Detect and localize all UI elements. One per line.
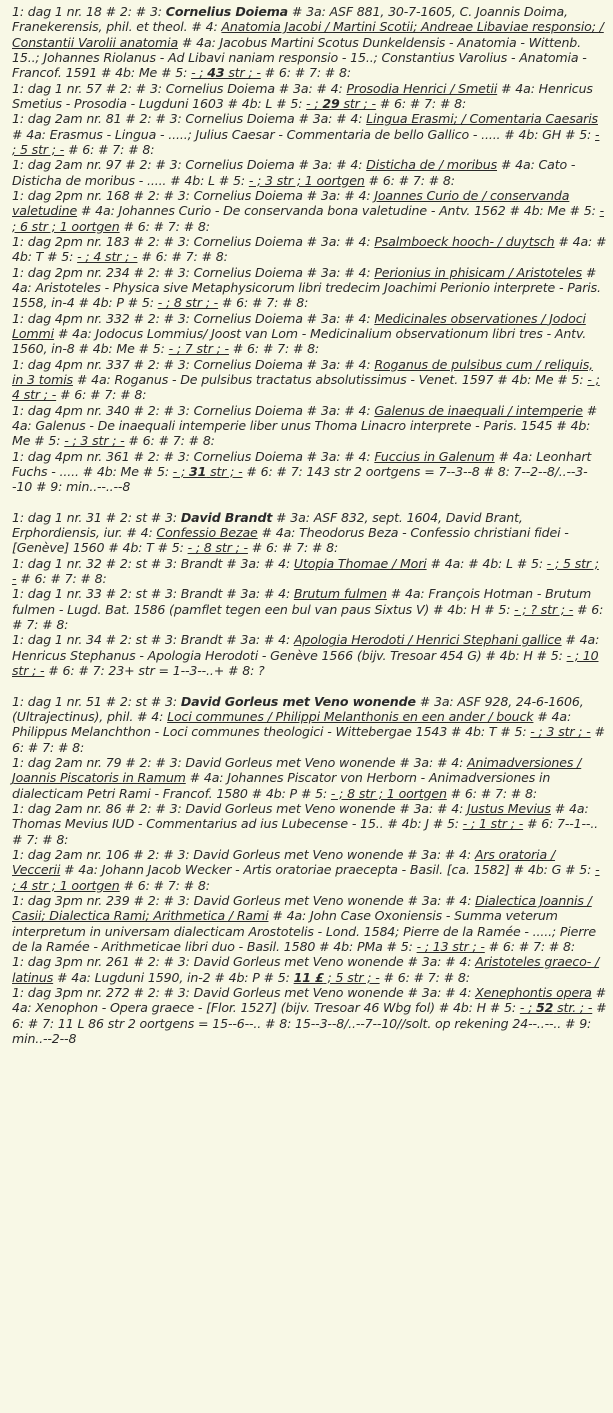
underlined-title: - ; 7 str ; - — [168, 341, 229, 357]
record-entry — [12, 954, 607, 985]
underlined-title: 43 — [207, 65, 225, 81]
record-entry — [12, 188, 607, 234]
underlined-title: - ; 8 str ; - — [187, 540, 248, 556]
record-text: # 4a: Henricus Stephanus - Apologia Herodoti - Genève 1566 (bijv. Tresoar 454 G) # 4b: H # 5: — [12, 632, 600, 663]
record-text: # 6: # 7: # 8: — [119, 218, 210, 234]
underlined-title: Lingua Erasmi; / Comentaria Caesaris — [366, 111, 598, 127]
record-text: # 4a: Jacobus Martini Scotus Dunkeldensis - Anatomia - Wittenb. 15..; Johannes Riolanus - Ad Libavi naniam responsio - 15..; Constantius Varolius - Anatomia - Francof. 1591 # 4b: Me # 5: — [12, 34, 587, 81]
record-text: 1: dag 2am nr. 106 # 2: # 3: David Gorleus met Veno wonende # 3a: # 4: — [12, 847, 475, 863]
record-entry — [12, 586, 607, 632]
record-text: # 6: # 7: # 8: — [375, 95, 467, 111]
underlined-title: 52 — [536, 1000, 554, 1016]
underlined-title: Roganus de pulsibus cum / reliquis, in 3 tomis — [12, 356, 593, 387]
record-text: 1: dag 2am nr. 97 # 2: # 3: Cornelius Doiema # 3a: # 4: — [12, 157, 367, 173]
underlined-title: - ; 5 str ; - — [12, 126, 600, 157]
record-text: # 4a: Henricus Smetius - Prosodia - Lugduni 1603 # 4b: L # 5: — [12, 80, 593, 111]
underlined-title: - ; 6 str ; 1 oortgen — [12, 203, 604, 234]
record-entry — [12, 556, 607, 587]
underlined-title: Galenus de inaequali / intemperie — [374, 402, 583, 418]
record-entry — [12, 632, 607, 678]
record-text: # 6: # 7: # 8: — [446, 785, 537, 801]
owner-name: David Brandt — [180, 509, 273, 525]
record-text: # 6: # 7: # 8: — [260, 65, 351, 81]
underlined-title: - ; 4 str ; - — [77, 249, 138, 265]
record-text: # 4a: Johannes Curio - De conservanda bona valetudine - Antv. 1562 # 4b: Me # 5: — [77, 203, 600, 219]
record-text: 1: dag 1 nr. 34 # 2: st # 3: Brandt # 3a: # 4: — [12, 632, 294, 648]
record-entry — [12, 234, 607, 265]
record-text: # 4a: Thomas Mevius IUD - Commentarius ad ius Lubecense - 15.. # 4b: J # 5: — [12, 801, 589, 832]
record-entry — [12, 801, 607, 847]
underlined-title: Aristoteles graeco- / latinus — [12, 954, 600, 985]
underlined-title: Brutum fulmen — [293, 586, 387, 602]
underlined-title: Justus Mevius — [467, 801, 551, 817]
record-text: # 4a: François Hotman - Brutum fulmen - Lugd. Bat. 1586 (pamflet tegen een bul van paus Sixtus V) # 4b: H # 5: — [12, 586, 592, 617]
record-text: # 6: # 7: # 8: — [247, 540, 339, 556]
record-text: 1: dag 2am nr. 79 # 2: # 3: David Gorleus met Veno wonende # 3a: # 4: — [12, 755, 468, 771]
underlined-title: 11 £ — [293, 969, 324, 985]
record-text: # 4a: Aristoteles - Physica sive Metaphysicorum libri tredecim Joachimi Perionio interprete - Paris. 1558, in-4 # 4b: P # 5: — [12, 264, 601, 311]
record-text: 1: dag 4pm nr. 332 # 2: # 3: Cornelius Doiema # 3a: # 4: — [12, 310, 375, 326]
record-text: # 6: # 7: # 8: — [16, 571, 107, 587]
record-entry — [12, 357, 607, 403]
record-entry — [12, 694, 607, 755]
underlined-title: - ; — [306, 95, 323, 111]
underlined-title: - ; 10 str ; - — [12, 647, 599, 679]
record-text: # 4a: # 4b: L # 5: — [426, 555, 547, 571]
record-text: # 6: # 7: # 8: — [12, 724, 605, 755]
underlined-title: str ; - — [206, 463, 243, 479]
section-gap — [12, 678, 607, 693]
record-entry — [12, 4, 607, 81]
record-text: # 4a: Galenus - De inaequali intemperie liber unus Thoma Linacro interprete - Paris. 1545 # 4b: Me # 5: — [12, 402, 598, 449]
underlined-title: - ; — [172, 463, 189, 479]
underlined-title: - ; 8 str ; - — [157, 295, 219, 311]
owner-name: David Gorleus met Veno wonende — [180, 693, 416, 709]
record-text: # 4a: Lugduni 1590, in-2 # 4b: P # 5: — [53, 969, 294, 985]
underlined-title: - ; 8 str ; 1 oortgen — [330, 785, 447, 801]
underlined-title: - ; — [191, 65, 208, 81]
record-text: # 4a: Theodorus Beza - Confessio christiani fidei - [Genève] 1560 # 4b: T # 5: — [12, 525, 569, 556]
record-entry — [12, 893, 607, 954]
record-text: 1: dag 2pm nr. 168 # 2: # 3: Cornelius Doiema # 3a: # 4: — [12, 187, 375, 203]
underlined-title: - ; ? str ; - — [514, 601, 574, 617]
record-text: 1: dag 4pm nr. 337 # 2: # 3: Cornelius Doiema # 3a: # 4: — [12, 356, 375, 372]
record-text: # 6: # 7: 11 L 86 str 2 oortgens = 15--6--.. # 8: 15--3--8/..--7--10//solt. op rekening 24--..--.. # 9: min..--2--8 — [12, 1000, 607, 1046]
record-text: 1: dag 3pm nr. 239 # 2: # 3: David Gorleus met Veno wonende # 3a: # 4: — [12, 893, 476, 909]
record-text: # 4a: Leonhart Fuchs - ..... # 4b: Me # 5: — [12, 448, 592, 479]
record-text: 1: dag 2am nr. 86 # 2: # 3: David Gorleus met Veno wonende # 3a: # 4: — [12, 801, 468, 817]
record-text: # 6: # 7: # 8: — [64, 141, 155, 157]
underlined-title: Confessio Bezae — [156, 525, 258, 541]
underlined-title: - ; 3 str ; - — [64, 433, 125, 449]
record-text: 1: dag 4pm nr. 361 # 2: # 3: Cornelius Doiema # 3a: # 4: — [12, 448, 375, 464]
underlined-title: Utopia Thomae / Mori — [293, 555, 427, 571]
record-text: # 4a: Xenophon - Opera graece - [Flor. 1527] (bijv. Tresoar 46 Wbg fol) # 4b: H # 5: — [12, 985, 606, 1016]
record-text: # 6: # 7: # 8: — [119, 877, 210, 893]
underlined-title: Perionius in phisicam / Aristoteles — [374, 264, 582, 280]
record-text: # 3a: ASF 928, 24-6-1606, (Ultrajectinus), phil. # 4: — [12, 693, 584, 725]
underlined-title: str ; - — [339, 95, 376, 111]
record-text: # 6: # 7: # 8: — [137, 249, 228, 265]
record-text: # 4a: Cato - Disticha de moribus - ..... # 4b: L # 5: — [12, 157, 576, 188]
underlined-title: - ; 3 str ; 1 oortgen — [248, 172, 365, 188]
record-text: # 3a: ASF 881, 30-7-1605, C. Joannis Doima, Franekerensis, phil. et theol. # 4: — [12, 4, 568, 35]
record-entry — [12, 755, 607, 801]
record-text: # 4a: Jodocus Lommius/ Joost van Lom - Medicinalium observationum libri tres - Antv. 1560, in-8 # 4b: Me # 5: — [12, 325, 587, 357]
underlined-title: Joannes Curio de / conservanda valetudine — [12, 187, 570, 219]
record-text: # 6: # 7: # 8: — [56, 387, 147, 403]
underlined-title: Fuccius in Galenum — [374, 448, 495, 464]
record-text: # 6: # 7: # 8: — [218, 295, 309, 311]
record-text: 1: dag 1 nr. 51 # 2: st # 3: — [12, 693, 181, 709]
underlined-title: Animadversiones / Joannis Piscatoris in Ramum — [12, 755, 582, 786]
underlined-title: str. ; - — [553, 1000, 593, 1016]
underlined-title: 29 — [322, 95, 340, 111]
underlined-title: - ; 4 str ; - — [12, 371, 600, 403]
underlined-title: Xenephontis opera — [475, 985, 592, 1000]
record-text: # 4a: Johannes Piscator von Herborn - Animadversiones in dialecticam Petri Rami - Francof. 1580 # 4b: P # 5: — [12, 770, 551, 801]
record-text: 1: dag 1 nr. 57 # 2: # 3: Cornelius Doiema # 3a: # 4: — [12, 80, 347, 96]
underlined-title: Disticha de / moribus — [366, 157, 498, 173]
record-text: 1: dag 4pm nr. 340 # 2: # 3: Cornelius Doiema # 3a: # 4: — [12, 402, 375, 418]
record-entry — [12, 403, 607, 449]
underlined-title: - ; — [519, 1000, 537, 1016]
underlined-title: - ; 4 str ; 1 oortgen — [12, 862, 600, 893]
underlined-title: - ; 3 str ; - — [530, 724, 591, 740]
section-gap — [12, 495, 607, 510]
record-text: 1: dag 1 nr. 32 # 2: st # 3: Brandt # 3a: # 4: — [12, 555, 294, 571]
underlined-title: Apologia Herodoti / Henrici Stephani gallice — [293, 632, 562, 648]
record-entry — [12, 449, 607, 495]
record-entry — [12, 847, 607, 893]
record-text: # 6: # 7: 143 str 2 oortgens = 7--3--8 # 8: 7--2--8/..--3--10 # 9: min..--..--8 — [12, 463, 588, 495]
underlined-title: Psalmboeck hooch- / duytsch — [374, 233, 555, 249]
record-text: # 6: # 7: # 8: — [124, 433, 215, 449]
underlined-title: Dialectica Joannis / Casii; Dialectica Rami; Arithmetica / Rami — [12, 893, 592, 924]
record-text: # 6: # 7: 23+ str = 1--3--..+ # 8: ? — [44, 663, 265, 679]
record-entry — [12, 157, 607, 188]
record-text: # 4a: Roganus - De pulsibus tractatus absolutissimus - Venet. 1597 # 4b: Me # 5: — [72, 371, 588, 387]
record-text: # 4a: Erasmus - Lingua - .....; Julius Caesar - Commentaria de bello Gallico - ..... # 4b: GH # 5: — [12, 126, 596, 142]
underlined-title: Ars oratoria / Veccerii — [12, 847, 556, 878]
record-text: # 6: # 7: # 8: — [228, 341, 320, 357]
record-text: 1: dag 2am nr. 81 # 2: # 3: Cornelius Doiema # 3a: # 4: — [12, 111, 367, 127]
underlined-title: - ; 1 str ; - — [462, 816, 524, 832]
record-entry — [12, 265, 607, 311]
underlined-title: Loci communes / Philippi Melanthonis en een ander / bouck — [167, 709, 534, 725]
record-entry — [12, 81, 607, 112]
record-text: # 6: # 7: # 8: — [379, 969, 470, 985]
record-text: 1: dag 1 nr. 18 # 2: # 3: — [12, 4, 166, 19]
underlined-title: Anatomia Jacobi / Martini Scotii; Andreae Libaviae responsio; / Constantii Varolii anatomia — [12, 19, 604, 50]
record-text: # 6: # 7: # 8: — [12, 601, 604, 633]
record-text: # 4a: Philippus Melanchthon - Loci communes theologici - Wittebergae 1543 # 4b: T # 5: — [12, 709, 572, 740]
underlined-title: str ; - — [224, 65, 261, 81]
record-text: 1: dag 1 nr. 33 # 2: st # 3: Brandt # 3a: # 4: — [12, 586, 294, 602]
record-entry — [12, 985, 607, 1046]
record-text: # 4a: John Case Oxoniensis - Summa veterum interpretum in universam dialecticam Arostotelis - Lond. 1584; Pierre de la Ramée - .....; Pierre de la Ramée - Arithmeticae libri duo - Basil. 1580 # 4b: PMa # 5: — [12, 908, 596, 955]
record-text: # 4a: # 4b: T # 5: — [12, 233, 607, 265]
record-text: 1: dag 1 nr. 31 # 2: st # 3: — [12, 509, 181, 525]
record-entry — [12, 111, 607, 157]
underlined-title: ; 5 str ; - — [323, 969, 380, 985]
underlined-title: 31 — [189, 463, 207, 479]
record-text: # 4a: Johann Jacob Wecker - Artis oratoriae praecepta - Basil. [ca. 1582] # 4b: G # 5: — [60, 862, 596, 878]
record-entry — [12, 311, 607, 357]
owner-name: Cornelius Doiema — [165, 4, 289, 19]
underlined-title: - ; 5 str ; - — [12, 555, 599, 587]
underlined-title: - ; 13 str ; - — [416, 939, 485, 955]
record-text: 1: dag 3pm nr. 272 # 2: # 3: David Gorleus met Veno wonende # 3a: # 4: — [12, 985, 476, 1000]
record-text: # 6: # 7: # 8: — [364, 172, 455, 188]
record-text: 1: dag 3pm nr. 261 # 2: # 3: David Gorleus met Veno wonende # 3a: # 4: — [12, 954, 476, 970]
underlined-title: Prosodia Henrici / Smetii — [346, 80, 498, 96]
record-text: # 6: 7--1--.. # 7: # 8: — [12, 816, 599, 847]
underlined-title: Medicinales observationes / Jodoci Lommi — [12, 310, 586, 341]
record-text: # 6: # 7: # 8: — [484, 939, 575, 955]
record-text: 1: dag 2pm nr. 183 # 2: # 3: Cornelius Doiema # 3a: # 4: — [12, 233, 375, 249]
record-text: # 3a: ASF 832, sept. 1604, David Brant, Erphordiensis, iur. # 4: — [12, 509, 523, 541]
record-text: 1: dag 2pm nr. 234 # 2: # 3: Cornelius Doiema # 3a: # 4: — [12, 264, 375, 280]
record-entry — [12, 510, 607, 556]
